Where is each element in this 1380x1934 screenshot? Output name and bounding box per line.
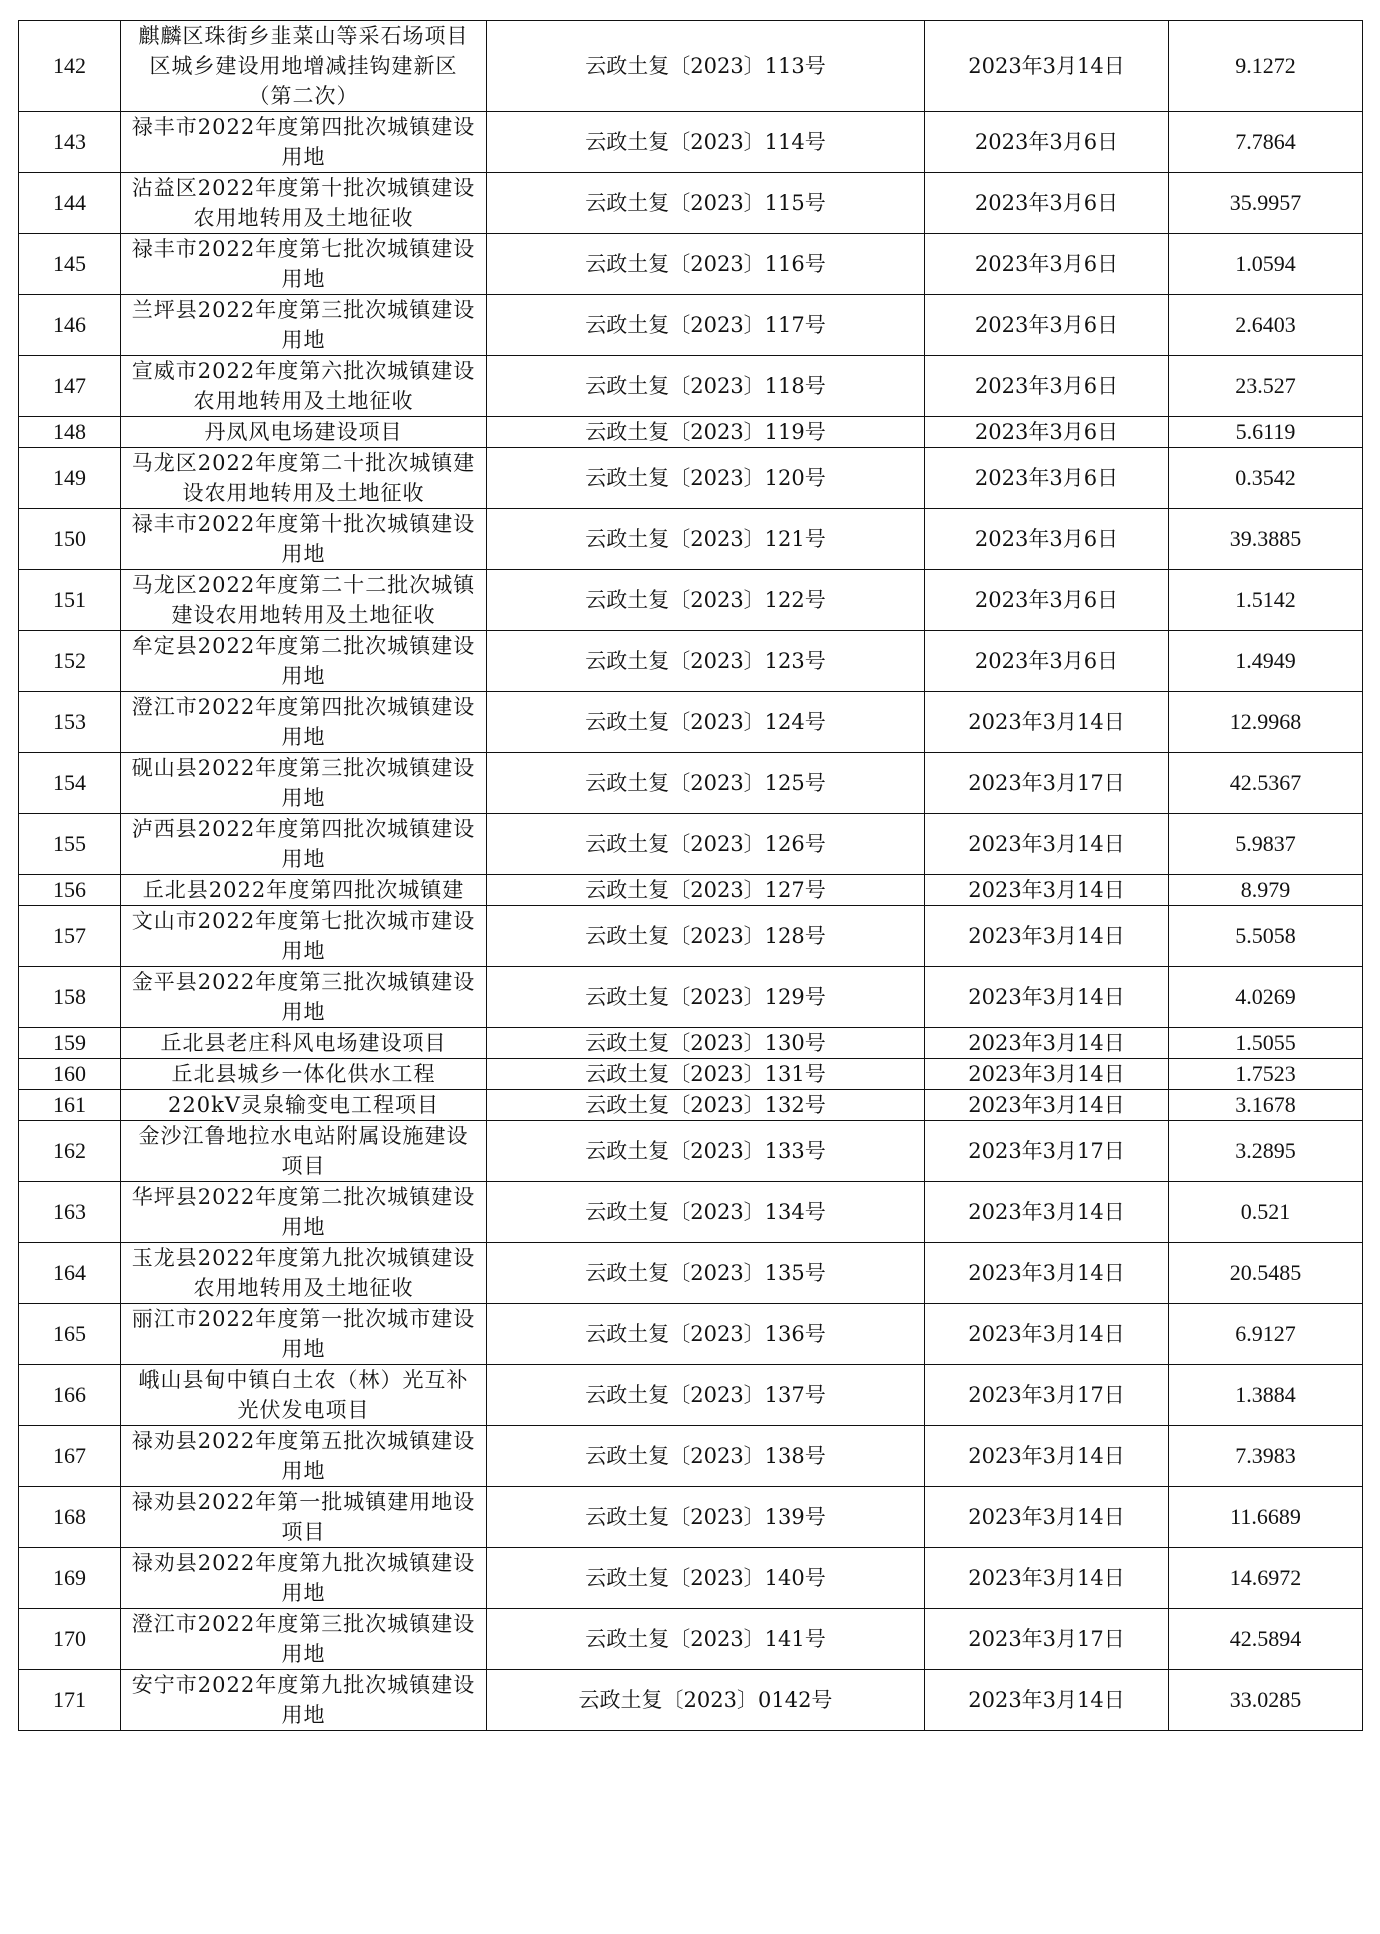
table-body (19, 21, 1363, 1731)
approval-date-cell: 2023年3月17日 (925, 1609, 1169, 1670)
area-cell: 12.9968 (1169, 692, 1363, 753)
approval-date-cell: 2023年3月14日 (925, 1243, 1169, 1304)
row-number-cell: 147 (19, 356, 121, 417)
project-name-cell: 禄劝县2022年度第五批次城镇建设用地 (121, 1426, 487, 1487)
row-number-cell: 158 (19, 967, 121, 1028)
approval-date-cell: 2023年3月14日 (925, 875, 1169, 906)
project-name-cell: 金平县2022年度第三批次城镇建设用地 (121, 967, 487, 1028)
project-name-cell: 禄丰市2022年度第四批次城镇建设用地 (121, 112, 487, 173)
row-number-cell: 142 (19, 21, 121, 112)
row-number-cell: 155 (19, 814, 121, 875)
row-number-cell: 151 (19, 570, 121, 631)
row-number-cell: 153 (19, 692, 121, 753)
row-number-cell: 152 (19, 631, 121, 692)
table-row (19, 1670, 1363, 1731)
area-cell: 23.527 (1169, 356, 1363, 417)
approval-document-cell: 云政土复〔2023〕117号 (487, 295, 925, 356)
area-cell: 1.5142 (1169, 570, 1363, 631)
area-cell: 35.9957 (1169, 173, 1363, 234)
table-row (19, 295, 1363, 356)
approval-date-cell: 2023年3月14日 (925, 692, 1169, 753)
project-name-cell: 玉龙县2022年度第九批次城镇建设农用地转用及土地征收 (121, 1243, 487, 1304)
project-name-cell: 峨山县甸中镇白土农（林）光互补光伏发电项目 (121, 1365, 487, 1426)
approval-document-cell: 云政土复〔2023〕136号 (487, 1304, 925, 1365)
area-cell: 5.6119 (1169, 417, 1363, 448)
area-cell: 1.4949 (1169, 631, 1363, 692)
approval-date-cell: 2023年3月17日 (925, 1121, 1169, 1182)
row-number-cell: 143 (19, 112, 121, 173)
approval-date-cell: 2023年3月6日 (925, 631, 1169, 692)
approval-document-cell: 云政土复〔2023〕137号 (487, 1365, 925, 1426)
approval-date-cell: 2023年3月6日 (925, 417, 1169, 448)
area-cell: 14.6972 (1169, 1548, 1363, 1609)
project-name-cell: 砚山县2022年度第三批次城镇建设用地 (121, 753, 487, 814)
project-name-cell: 禄劝县2022年度第九批次城镇建设用地 (121, 1548, 487, 1609)
area-cell: 3.1678 (1169, 1090, 1363, 1121)
table-row (19, 509, 1363, 570)
row-number-cell: 146 (19, 295, 121, 356)
project-name-cell: 华坪县2022年度第二批次城镇建设用地 (121, 1182, 487, 1243)
project-name-cell: 丹凤风电场建设项目 (121, 417, 487, 448)
table-row (19, 906, 1363, 967)
table-row (19, 967, 1363, 1028)
table-row (19, 1304, 1363, 1365)
area-cell: 7.7864 (1169, 112, 1363, 173)
approval-date-cell: 2023年3月14日 (925, 906, 1169, 967)
approval-date-cell: 2023年3月17日 (925, 753, 1169, 814)
row-number-cell: 161 (19, 1090, 121, 1121)
project-name-cell: 禄丰市2022年度第十批次城镇建设用地 (121, 509, 487, 570)
approval-date-cell: 2023年3月6日 (925, 234, 1169, 295)
table-row (19, 570, 1363, 631)
approval-date-cell: 2023年3月14日 (925, 1487, 1169, 1548)
row-number-cell: 160 (19, 1059, 121, 1090)
row-number-cell: 156 (19, 875, 121, 906)
approval-date-cell: 2023年3月14日 (925, 1670, 1169, 1731)
area-cell: 1.5055 (1169, 1028, 1363, 1059)
approval-date-cell: 2023年3月17日 (925, 1365, 1169, 1426)
project-name-cell: 牟定县2022年度第二批次城镇建设用地 (121, 631, 487, 692)
table-row (19, 1182, 1363, 1243)
area-cell: 20.5485 (1169, 1243, 1363, 1304)
area-cell: 42.5367 (1169, 753, 1363, 814)
approval-date-cell: 2023年3月14日 (925, 1090, 1169, 1121)
area-cell: 0.521 (1169, 1182, 1363, 1243)
project-name-cell: 宣威市2022年度第六批次城镇建设农用地转用及土地征收 (121, 356, 487, 417)
area-cell: 39.3885 (1169, 509, 1363, 570)
area-cell: 42.5894 (1169, 1609, 1363, 1670)
approval-date-cell: 2023年3月14日 (925, 1426, 1169, 1487)
area-cell: 4.0269 (1169, 967, 1363, 1028)
approval-document-cell: 云政土复〔2023〕129号 (487, 967, 925, 1028)
approval-document-cell: 云政土复〔2023〕134号 (487, 1182, 925, 1243)
row-number-cell: 144 (19, 173, 121, 234)
project-name-cell: 金沙江鲁地拉水电站附属设施建设项目 (121, 1121, 487, 1182)
approval-document-cell: 云政土复〔2023〕122号 (487, 570, 925, 631)
table-row (19, 1059, 1363, 1090)
table-row (19, 21, 1363, 112)
project-name-cell: 禄丰市2022年度第七批次城镇建设用地 (121, 234, 487, 295)
approval-document-cell: 云政土复〔2023〕120号 (487, 448, 925, 509)
area-cell: 1.7523 (1169, 1059, 1363, 1090)
table-row (19, 692, 1363, 753)
area-cell: 5.9837 (1169, 814, 1363, 875)
approval-document-cell: 云政土复〔2023〕121号 (487, 509, 925, 570)
project-name-cell: 丽江市2022年度第一批次城市建设用地 (121, 1304, 487, 1365)
table-row (19, 234, 1363, 295)
row-number-cell: 165 (19, 1304, 121, 1365)
approval-document-cell: 云政土复〔2023〕118号 (487, 356, 925, 417)
area-cell: 11.6689 (1169, 1487, 1363, 1548)
area-cell: 6.9127 (1169, 1304, 1363, 1365)
approval-document-cell: 云政土复〔2023〕130号 (487, 1028, 925, 1059)
approval-date-cell: 2023年3月14日 (925, 21, 1169, 112)
table-row (19, 753, 1363, 814)
project-name-cell: 澄江市2022年度第四批次城镇建设用地 (121, 692, 487, 753)
project-name-cell: 丘北县城乡一体化供水工程 (121, 1059, 487, 1090)
row-number-cell: 145 (19, 234, 121, 295)
area-cell: 1.0594 (1169, 234, 1363, 295)
approval-document-cell: 云政土复〔2023〕114号 (487, 112, 925, 173)
table-row (19, 1548, 1363, 1609)
row-number-cell: 157 (19, 906, 121, 967)
approval-document-cell: 云政土复〔2023〕140号 (487, 1548, 925, 1609)
approval-document-cell: 云政土复〔2023〕0142号 (487, 1670, 925, 1731)
area-cell: 8.979 (1169, 875, 1363, 906)
approval-date-cell: 2023年3月6日 (925, 356, 1169, 417)
approval-date-cell: 2023年3月14日 (925, 1028, 1169, 1059)
row-number-cell: 166 (19, 1365, 121, 1426)
table-row (19, 1243, 1363, 1304)
approval-document-cell: 云政土复〔2023〕113号 (487, 21, 925, 112)
approval-document-cell: 云政土复〔2023〕116号 (487, 234, 925, 295)
area-cell: 5.5058 (1169, 906, 1363, 967)
approval-document-cell: 云政土复〔2023〕125号 (487, 753, 925, 814)
approval-table (18, 20, 1363, 1731)
area-cell: 2.6403 (1169, 295, 1363, 356)
approval-date-cell: 2023年3月6日 (925, 570, 1169, 631)
approval-date-cell: 2023年3月6日 (925, 173, 1169, 234)
approval-document-cell: 云政土复〔2023〕115号 (487, 173, 925, 234)
project-name-cell: 马龙区2022年度第二十批次城镇建设农用地转用及土地征收 (121, 448, 487, 509)
area-cell: 0.3542 (1169, 448, 1363, 509)
approval-document-cell: 云政土复〔2023〕132号 (487, 1090, 925, 1121)
approval-date-cell: 2023年3月14日 (925, 1059, 1169, 1090)
project-name-cell: 沾益区2022年度第十批次城镇建设农用地转用及土地征收 (121, 173, 487, 234)
approval-date-cell: 2023年3月14日 (925, 1548, 1169, 1609)
project-name-cell: 文山市2022年度第七批次城市建设用地 (121, 906, 487, 967)
approval-document-cell: 云政土复〔2023〕124号 (487, 692, 925, 753)
project-name-cell: 禄劝县2022年第一批城镇建用地设项目 (121, 1487, 487, 1548)
approval-document-cell: 云政土复〔2023〕139号 (487, 1487, 925, 1548)
table-row (19, 356, 1363, 417)
project-name-cell: 兰坪县2022年度第三批次城镇建设用地 (121, 295, 487, 356)
project-name-cell: 丘北县老庄科风电场建设项目 (121, 1028, 487, 1059)
approval-document-cell: 云政土复〔2023〕131号 (487, 1059, 925, 1090)
project-name-cell: 麒麟区珠街乡韭菜山等采石场项目区城乡建设用地增减挂钩建新区（第二次） (121, 21, 487, 112)
approval-date-cell: 2023年3月6日 (925, 112, 1169, 173)
row-number-cell: 162 (19, 1121, 121, 1182)
approval-date-cell: 2023年3月6日 (925, 295, 1169, 356)
approval-date-cell: 2023年3月6日 (925, 509, 1169, 570)
project-name-cell: 丘北县2022年度第四批次城镇建 (121, 875, 487, 906)
table-row (19, 1028, 1363, 1059)
approval-document-cell: 云政土复〔2023〕138号 (487, 1426, 925, 1487)
approval-date-cell: 2023年3月6日 (925, 448, 1169, 509)
area-cell: 33.0285 (1169, 1670, 1363, 1731)
project-name-cell: 马龙区2022年度第二十二批次城镇建设农用地转用及土地征收 (121, 570, 487, 631)
row-number-cell: 170 (19, 1609, 121, 1670)
approval-document-cell: 云政土复〔2023〕119号 (487, 417, 925, 448)
table-row (19, 814, 1363, 875)
row-number-cell: 171 (19, 1670, 121, 1731)
row-number-cell: 168 (19, 1487, 121, 1548)
row-number-cell: 169 (19, 1548, 121, 1609)
area-cell: 7.3983 (1169, 1426, 1363, 1487)
row-number-cell: 148 (19, 417, 121, 448)
approval-document-cell: 云政土复〔2023〕141号 (487, 1609, 925, 1670)
approval-document-cell: 云政土复〔2023〕128号 (487, 906, 925, 967)
approval-date-cell: 2023年3月14日 (925, 1304, 1169, 1365)
row-number-cell: 159 (19, 1028, 121, 1059)
approval-document-cell: 云政土复〔2023〕133号 (487, 1121, 925, 1182)
table-row (19, 631, 1363, 692)
approval-document-cell: 云政土复〔2023〕123号 (487, 631, 925, 692)
approval-document-cell: 云政土复〔2023〕135号 (487, 1243, 925, 1304)
table-row (19, 1365, 1363, 1426)
project-name-cell: 澄江市2022年度第三批次城镇建设用地 (121, 1609, 487, 1670)
approval-date-cell: 2023年3月14日 (925, 1182, 1169, 1243)
approval-date-cell: 2023年3月14日 (925, 814, 1169, 875)
project-name-cell: 220kV灵泉输变电工程项目 (121, 1090, 487, 1121)
row-number-cell: 154 (19, 753, 121, 814)
row-number-cell: 150 (19, 509, 121, 570)
table-row (19, 1609, 1363, 1670)
approval-document-cell: 云政土复〔2023〕126号 (487, 814, 925, 875)
row-number-cell: 167 (19, 1426, 121, 1487)
approval-document-cell: 云政土复〔2023〕127号 (487, 875, 925, 906)
row-number-cell: 149 (19, 448, 121, 509)
table-row (19, 875, 1363, 906)
area-cell: 9.1272 (1169, 21, 1363, 112)
row-number-cell: 164 (19, 1243, 121, 1304)
project-name-cell: 泸西县2022年度第四批次城镇建设用地 (121, 814, 487, 875)
table-row (19, 417, 1363, 448)
table-row (19, 112, 1363, 173)
table-row (19, 1426, 1363, 1487)
project-name-cell: 安宁市2022年度第九批次城镇建设用地 (121, 1670, 487, 1731)
row-number-cell: 163 (19, 1182, 121, 1243)
table-row (19, 448, 1363, 509)
table-row (19, 1121, 1363, 1182)
area-cell: 1.3884 (1169, 1365, 1363, 1426)
table-row (19, 1487, 1363, 1548)
table-row (19, 1090, 1363, 1121)
table-row (19, 173, 1363, 234)
area-cell: 3.2895 (1169, 1121, 1363, 1182)
approval-date-cell: 2023年3月14日 (925, 967, 1169, 1028)
